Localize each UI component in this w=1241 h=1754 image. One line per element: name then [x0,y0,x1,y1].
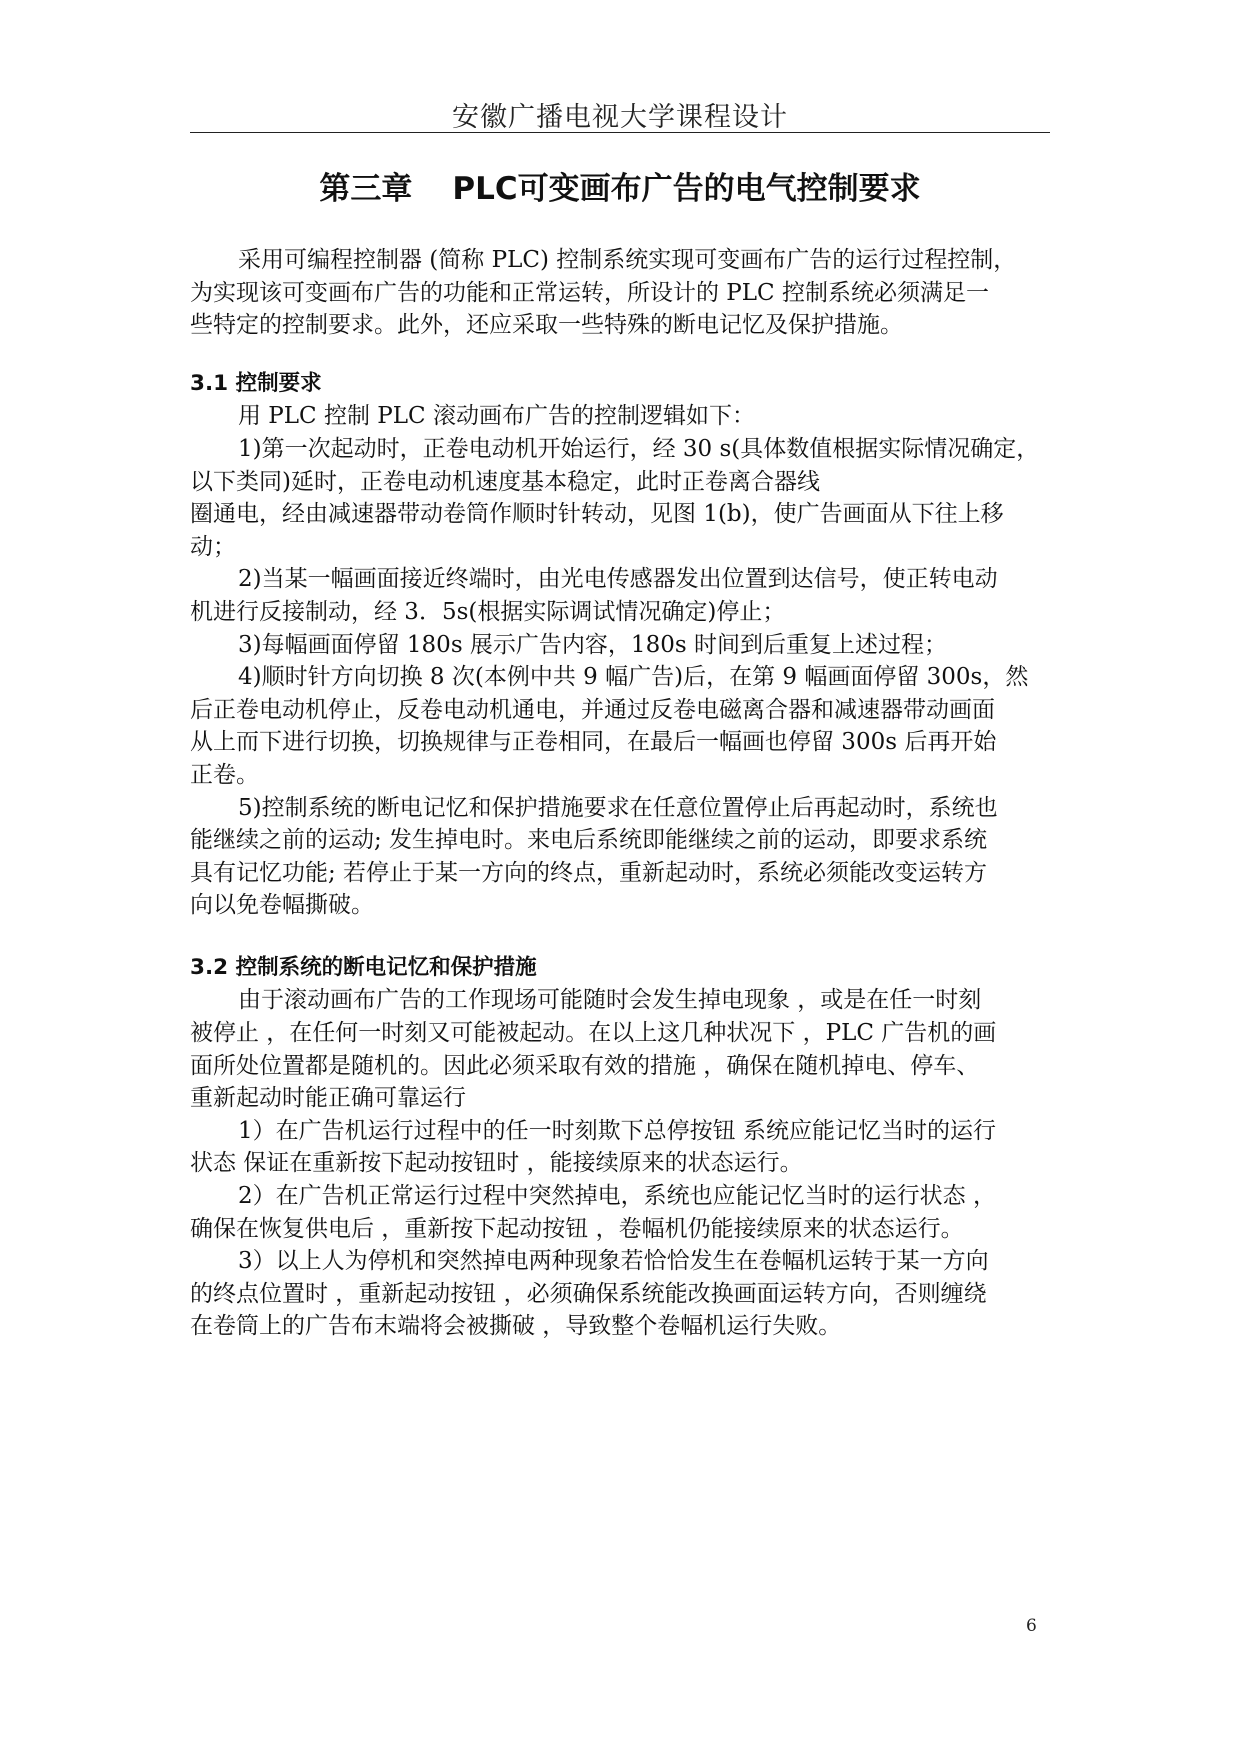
text-line: 的终点位置时 ，重新起动按钮 ，必须确保系统能改换画面运转方向，否则缠绕 [190,1280,987,1307]
text-line: 状态 保证在重新按下起动按钮时 ，能接续原来的状态运行。 [190,1150,803,1177]
text-line: 由于滚动画布广告的工作现场可能随时会发生掉电现象 ，或是在任一时刻 [238,987,982,1014]
text-line: 机进行反接制动，经 3．5s(根据实际调试情况确定)停止； [190,598,786,625]
text-line: 面所处位置都是随机的。因此必须采取有效的措施 ，确保在随机掉电、停车、 [190,1052,980,1079]
paragraph [190,661,1060,791]
text-line: 从上而下进行切换，切换规律与正卷相同，在最后一幅画也停留 300s 后再开始 [190,729,997,756]
paragraph [190,433,1060,563]
page-number: 6 [1026,1616,1037,1636]
running-header: 安徽广播电视大学课程设计 [452,102,788,133]
intro-paragraph [190,244,1060,342]
text-line: 3）以上人为停机和突然掉电两种现象若恰恰发生在卷幅机运转于某一方向 [238,1248,989,1275]
paragraph [190,984,1060,1114]
paragraph [190,629,1060,662]
text-line: 5)控制系统的断电记忆和保护措施要求在任意位置停止后再起动时，系统也 [238,794,998,821]
body-text [190,244,1060,1343]
text-line: 具有记忆功能; 若停止于某一方向的终点，重新起动时，系统必须能改变运转方 [190,859,988,886]
text-line: 正卷。 [190,761,259,788]
paragraph [190,792,1060,922]
text-line: 2）在广告机正常运行过程中突然掉电，系统也应能记忆当时的运行状态 ， [238,1183,996,1210]
paragraph [190,400,1060,433]
text-line: 2)当某一幅画面接近终端时，由光电传感器发出位置到达信号，使正转电动 [238,566,998,593]
text-line: 圈通电，经由减速器带动卷筒作顺时针转动，见图 1(b)，使广告画面从下往上移 [190,501,1004,528]
header-rule [190,132,1050,133]
text-line: 向以免卷幅撕破。 [190,892,374,919]
section-heading-3-1: 3.1 控制要求 [190,370,322,396]
text-line: 用 PLC 控制 PLC 滚动画布广告的控制逻辑如下： [238,403,755,430]
text-line: 确保在恢复供电后 ，重新按下起动按钮 ，卷幅机仍能接续原来的状态运行。 [190,1215,964,1242]
text-line: 4)顺时针方向切换 8 次(本例中共 9 幅广告)后，在第 9 幅画面停留 300s，然 [238,664,1029,691]
text-line: 动； [190,533,236,560]
text-line: 被停止 ，在任何一时刻又可能被起动。在以上这几种状况下 ，PLC 广告机的画 [190,1020,997,1047]
paragraph [190,1115,1060,1180]
chapter-title [190,163,1050,208]
chapter-heading: PLC可变画布广告的电气控制要求 [452,171,921,207]
paragraph [190,563,1060,628]
text-line: 采用可编程控制器 (简称 PLC) 控制系统实现可变画布广告的运行过程控制， [238,247,1017,273]
text-line: 能继续之前的运动; 发生掉电时。来电后系统即能继续之前的运动，即要求系统 [190,827,988,854]
text-line: 后正卷电动机停止，反卷电动机通电，并通过反卷电磁离合器和减速器带动画面 [190,696,995,723]
text-line: 1）在广告机运行过程中的任一时刻欺下总停按钮 系统应能记忆当时的运行 [238,1117,996,1144]
section-heading-3-2: 3.2 控制系统的断电记忆和保护措施 [190,954,537,980]
text-line: 在卷筒上的广告布末端将会被撕破 ，导致整个卷幅机运行失败。 [190,1313,842,1340]
text-line: 以下类同)延时，正卷电动机速度基本稳定，此时正卷离合器线 [190,468,820,495]
text-line: 为实现该可变画布广告的功能和正常运转，所设计的 PLC 控制系统必须满足一 [190,279,989,306]
paragraph [190,1180,1060,1245]
text-line: 些特定的控制要求。此外，还应采取一些特殊的断电记忆及保护措施。 [190,312,903,339]
chapter-number: 第三章 [319,171,413,207]
text-line: 1)第一次起动时，正卷电动机开始运行，经 30 s(具体数值根据实际情况确定， [238,435,1040,462]
text-line: 重新起动时能正确可靠运行 [190,1085,466,1112]
text-line: 3)每幅画面停留 180s 展示广告内容，180s 时间到后重复上述过程； [238,631,947,658]
paragraph [190,1245,1060,1343]
